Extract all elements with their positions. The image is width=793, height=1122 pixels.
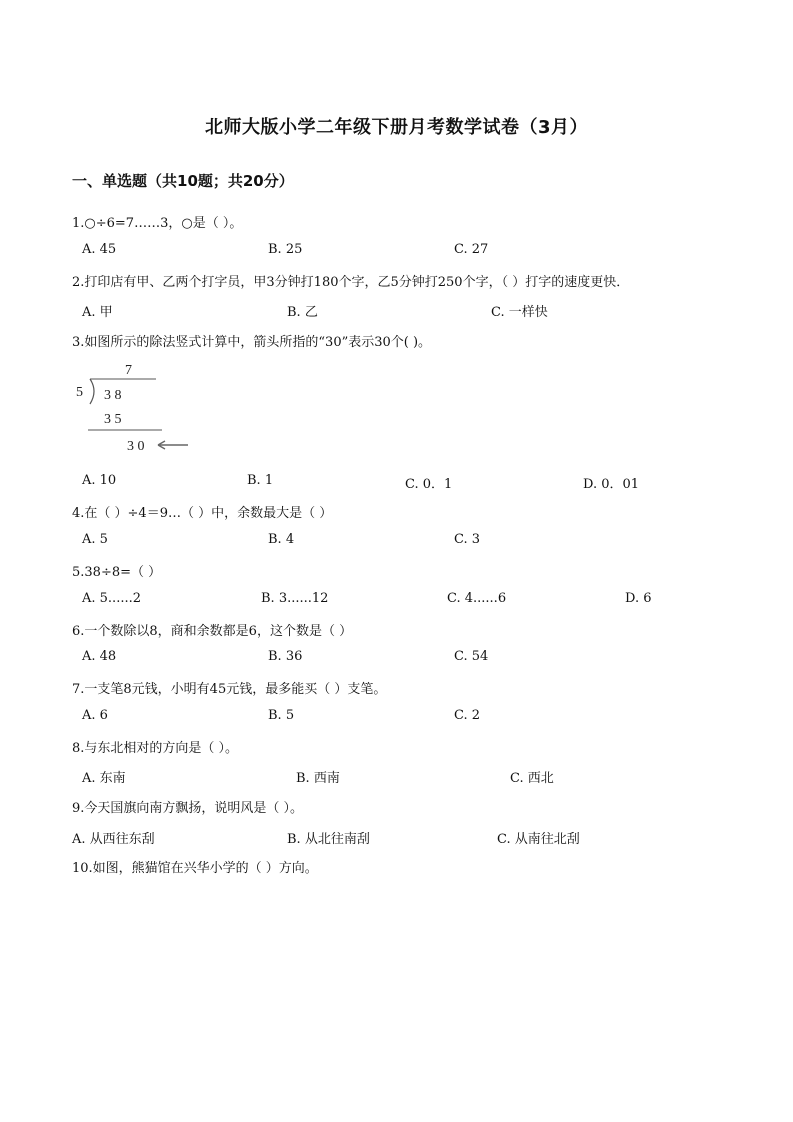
q1-option-a[interactable]: A. 45	[82, 242, 117, 257]
q8-option-b[interactable]: B. 西南	[296, 771, 340, 786]
q9-option-c[interactable]: C. 从南往北刮	[497, 832, 580, 847]
question-6: 6.一个数除以8，商和余数都是6，这个数是（ ）	[72, 624, 353, 639]
q4-option-a[interactable]: A. 5	[82, 532, 108, 547]
question-4: 4.在（ ）÷4＝9…（ ）中，余数最大是（ ）	[72, 506, 333, 521]
question-2: 2.打印店有甲、乙两个打字员，甲3分钟打180个字，乙5分钟打250个字，（ ）打字的速度更快．	[72, 275, 630, 290]
q6-option-a[interactable]: A. 48	[82, 649, 117, 664]
q3-option-b[interactable]: B. 1	[247, 473, 274, 488]
q5-option-a[interactable]: A. 5......2	[82, 591, 141, 606]
q7-option-a[interactable]: A. 6	[82, 708, 108, 723]
q4-option-c[interactable]: C. 3	[454, 532, 481, 547]
q1-option-b[interactable]: B. 25	[268, 242, 303, 257]
question-7: 7.一支笔8元钱，小明有45元钱，最多能买（ ）支笔。	[72, 682, 387, 697]
question-9: 9.今天国旗向南方飘扬，说明风是（ ）。	[72, 801, 304, 816]
section-title: 一、单选题（共10题；共20分）	[72, 172, 294, 190]
question-1: 1.○÷6=7……3，○是（ ）。	[72, 216, 243, 231]
q1-option-c[interactable]: C. 27	[454, 242, 489, 257]
long-division-figure	[72, 358, 202, 458]
question-10: 10.如图，熊猫馆在兴华小学的（ ）方向。	[72, 861, 318, 876]
q7-option-c[interactable]: C. 2	[454, 708, 481, 723]
page-title: 北师大版小学二年级下册月考数学试卷（3月）	[204, 117, 589, 138]
divisor-digit: 5	[76, 385, 83, 400]
q6-option-c[interactable]: C. 54	[454, 649, 489, 664]
q2-option-c[interactable]: C. 一样快	[491, 305, 548, 320]
question-8: 8.与东北相对的方向是（ ）。	[72, 741, 239, 756]
question-5: 5.38÷8=（ ）	[72, 565, 162, 580]
dividend-digits: 3 8	[104, 388, 122, 403]
remainder-digits: 3 0	[127, 439, 145, 454]
product-digits: 3 5	[104, 412, 122, 427]
q7-option-b[interactable]: B. 5	[268, 708, 295, 723]
left-arrow-icon	[158, 441, 188, 449]
q8-option-a[interactable]: A. 东南	[82, 771, 126, 786]
q9-option-a[interactable]: A. 从西往东刮	[72, 832, 155, 847]
q5-option-b[interactable]: B. 3......12	[261, 591, 329, 606]
q5-option-d[interactable]: D. 6	[625, 591, 652, 606]
q9-option-b[interactable]: B. 从北往南刮	[287, 832, 370, 847]
q4-option-b[interactable]: B. 4	[268, 532, 295, 547]
q6-option-b[interactable]: B. 36	[268, 649, 303, 664]
q2-option-b[interactable]: B. 乙	[287, 305, 318, 320]
question-3: 3.如图所示的除法竖式计算中，箭头所指的“30”表示30个( )。	[72, 335, 432, 350]
q2-option-a[interactable]: A. 甲	[82, 305, 113, 320]
q3-option-c[interactable]: C. 0．1	[405, 477, 453, 492]
q3-option-d[interactable]: D. 0．01	[583, 477, 640, 492]
q8-option-c[interactable]: C. 西北	[510, 771, 554, 786]
q3-option-a[interactable]: A. 10	[82, 473, 117, 488]
quotient-digit: 7	[125, 363, 132, 378]
q5-option-c[interactable]: C. 4......6	[447, 591, 507, 606]
